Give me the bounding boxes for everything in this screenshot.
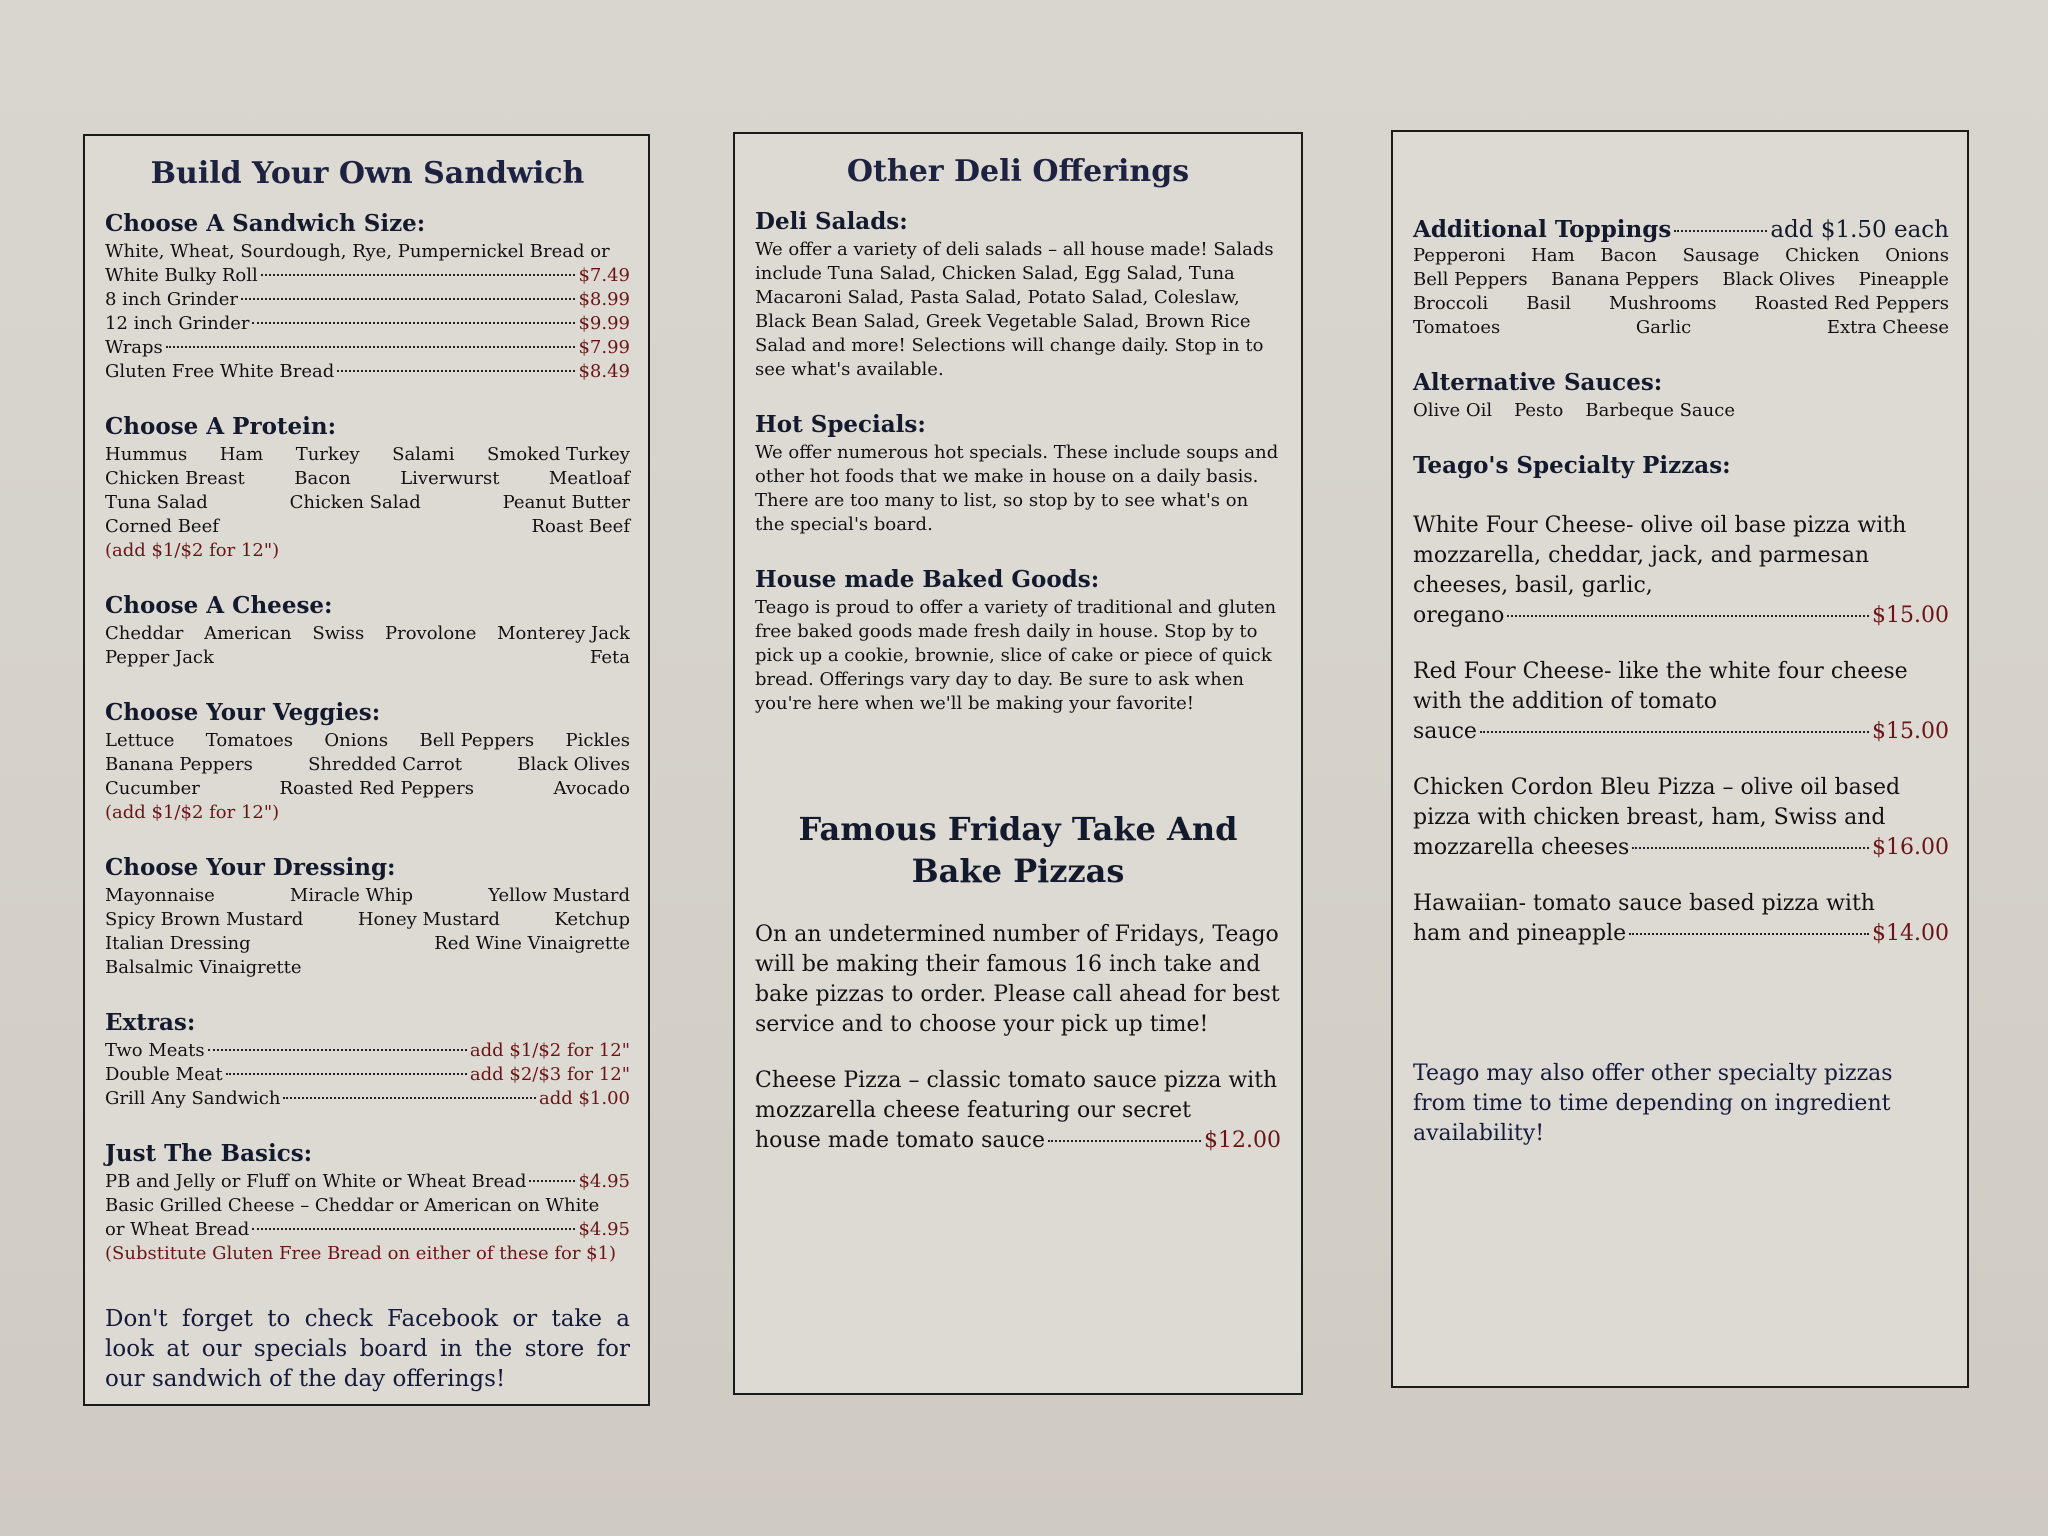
salads-text: We offer a variety of deli salads – all house made! Salads include Tuna Salad, Chicken Salad, Egg Salad, Tuna Macaroni Salad, Pasta Salad, Potato Salad, Coleslaw, Black Bean Salad, Greek Vegetable Salad, Brown Rice Salad and more! Selections will change daily. Stop in to see what's available. bbox=[755, 239, 1274, 380]
pizza-price-row bbox=[1413, 601, 1949, 631]
baked-heading: House made Baked Goods: bbox=[755, 566, 1100, 593]
cheese-item: Monterey Jack bbox=[497, 623, 630, 644]
topping-item: Sausage bbox=[1682, 245, 1760, 266]
pizza-label: ham and pineapple bbox=[1413, 921, 1627, 946]
veggie-item: Onions bbox=[324, 730, 389, 751]
protein-item: Peanut Butter bbox=[502, 492, 630, 513]
pizza-list bbox=[1413, 511, 1949, 949]
topping-item: Pineapple bbox=[1858, 269, 1949, 290]
cheese-heading: Choose A Cheese: bbox=[105, 592, 333, 619]
dressing-item: Yellow Mustard bbox=[488, 885, 630, 906]
size-price: $8.99 bbox=[578, 289, 630, 310]
veggies-heading: Choose Your Veggies: bbox=[105, 699, 381, 726]
sandwich-panel bbox=[83, 134, 650, 1406]
dressing-section bbox=[105, 855, 630, 980]
pizza-description: Red Four Cheese- like the white four cheese with the addition of tomato bbox=[1413, 659, 1908, 714]
hot-text: We offer numerous hot specials. These include soups and other hot foods that we make in house on a daily basis. There are too many to list, so stop by to see what's on the special's board. bbox=[755, 442, 1279, 535]
dot-leader bbox=[261, 274, 576, 276]
protein-item: Roast Beef bbox=[531, 516, 630, 537]
basics-note: (Substitute Gluten Free Bread on either of these for $1) bbox=[105, 1243, 617, 1264]
veggie-item: Lettuce bbox=[105, 730, 175, 751]
protein-item: Ham bbox=[219, 444, 264, 465]
protein-item: Chicken Breast bbox=[105, 468, 245, 489]
topping-item: Broccoli bbox=[1413, 293, 1489, 314]
veggie-item: Black Olives bbox=[517, 754, 630, 775]
pizza-label: mozzarella cheeses bbox=[1413, 835, 1630, 860]
basic-row bbox=[105, 1170, 630, 1194]
baked-text: Teago is proud to offer a variety of traditional and gluten free baked goods made fresh daily in house. Stop by to pick up a cookie, brownie, slice of cake or piece of quick bread. Offerings vary day to day. Be sure to ask when you're here when we'll be making your favorite! bbox=[755, 597, 1277, 714]
dressing-item: Ketchup bbox=[554, 909, 630, 930]
toppings-row bbox=[1413, 216, 1949, 244]
basic-price: $4.95 bbox=[578, 1171, 630, 1192]
specialty-footer: Teago may also offer other specialty pizzas from time to time depending on ingredient availability! bbox=[1413, 1061, 1893, 1146]
cheese-list bbox=[105, 622, 630, 670]
sauce-item: Barbeque Sauce bbox=[1585, 400, 1735, 421]
protein-item: Tuna Salad bbox=[105, 492, 208, 513]
pizza-label: sauce bbox=[1413, 719, 1477, 744]
size-label: Wraps bbox=[105, 337, 163, 358]
grilled-price: $4.95 bbox=[578, 1219, 630, 1240]
cheese-item: Swiss bbox=[312, 623, 365, 644]
pizza-label: oregano bbox=[1413, 603, 1505, 628]
size-price: $8.49 bbox=[578, 361, 630, 382]
dot-leader bbox=[1048, 1140, 1201, 1142]
dressing-item: Mayonnaise bbox=[105, 885, 215, 906]
topping-item: Black Olives bbox=[1722, 269, 1836, 290]
veggie-item: Roasted Red Peppers bbox=[279, 778, 474, 799]
veggies-list bbox=[105, 729, 630, 801]
size-list bbox=[105, 264, 630, 384]
dot-leader bbox=[166, 346, 576, 348]
basics-section bbox=[105, 1141, 630, 1266]
veggie-item: Avocado bbox=[553, 778, 630, 799]
dot-leader bbox=[283, 1097, 535, 1099]
pizza-price: $14.00 bbox=[1872, 921, 1949, 946]
cheese-item: American bbox=[204, 623, 292, 644]
topping-item: Pepperoni bbox=[1413, 245, 1506, 266]
hot-section bbox=[755, 412, 1281, 537]
toppings-label: Additional Toppings bbox=[1413, 216, 1672, 243]
pizza-panel bbox=[1391, 130, 1969, 1388]
extras-list bbox=[105, 1039, 630, 1111]
topping-item: Bacon bbox=[1600, 245, 1657, 266]
sauces-list bbox=[1413, 399, 1949, 423]
facebook-note: Don't forget to check Facebook or take a look at our specials board in the store for our sandwich of the day offerings! bbox=[105, 1306, 630, 1392]
extra-row bbox=[105, 1039, 630, 1063]
protein-item: Meatloaf bbox=[548, 468, 630, 489]
pizza-description: White Four Cheese- olive oil base pizza with mozzarella, cheddar, jack, and parmesan cheeses, basil, garlic, bbox=[1413, 513, 1907, 598]
grilled-row bbox=[105, 1218, 630, 1242]
extra-label: Grill Any Sandwich bbox=[105, 1088, 281, 1109]
size-row bbox=[105, 264, 630, 288]
protein-list bbox=[105, 443, 630, 539]
topping-item: Bell Peppers bbox=[1413, 269, 1528, 290]
toppings-section bbox=[1413, 216, 1949, 340]
deli-panel bbox=[733, 132, 1303, 1395]
protein-item: Corned Beef bbox=[105, 516, 219, 537]
dressing-heading: Choose Your Dressing: bbox=[105, 854, 396, 881]
basics-heading: Just The Basics: bbox=[105, 1140, 313, 1167]
extra-label: Two Meats bbox=[105, 1040, 205, 1061]
dot-leader bbox=[1507, 615, 1869, 617]
friday-section bbox=[755, 808, 1281, 1156]
protein-item: Liverwurst bbox=[400, 468, 500, 489]
grilled-line: Basic Grilled Cheese – Cheddar or American on White bbox=[105, 1195, 600, 1216]
cheese-pizza-price: $12.00 bbox=[1204, 1128, 1281, 1153]
friday-title: Famous Friday Take And Bake Pizzas bbox=[798, 810, 1238, 890]
extras-section bbox=[105, 1010, 630, 1111]
extra-row bbox=[105, 1063, 630, 1087]
sauce-item: Pesto bbox=[1514, 400, 1564, 421]
size-section bbox=[105, 211, 630, 384]
specialty-pizza bbox=[1413, 773, 1949, 863]
protein-item: Smoked Turkey bbox=[486, 444, 630, 465]
deli-title: Other Deli Offerings bbox=[846, 154, 1190, 189]
dot-leader bbox=[252, 322, 575, 324]
salads-heading: Deli Salads: bbox=[755, 208, 908, 235]
veggies-note: (add $1/$2 for 12") bbox=[105, 802, 280, 823]
friday-text: On an undetermined number of Fridays, Teago will be making their famous 16 inch take and bake pizzas to order. Please call ahead for best service and to choose your pick up time! bbox=[755, 922, 1280, 1037]
size-heading: Choose A Sandwich Size: bbox=[105, 210, 426, 237]
topping-item: Banana Peppers bbox=[1551, 269, 1699, 290]
size-label: 12 inch Grinder bbox=[105, 313, 250, 334]
dot-leader bbox=[1632, 847, 1869, 849]
specialty-pizza bbox=[1413, 511, 1949, 631]
topping-item: Mushrooms bbox=[1609, 293, 1717, 314]
topping-item: Chicken bbox=[1785, 245, 1860, 266]
specialty-pizza bbox=[1413, 889, 1949, 949]
dot-leader bbox=[226, 1073, 467, 1075]
topping-item: Garlic bbox=[1635, 317, 1692, 338]
dot-leader bbox=[241, 298, 575, 300]
pizza-description: Chicken Cordon Bleu Pizza – olive oil based pizza with chicken breast, ham, Swiss and bbox=[1413, 775, 1901, 830]
cheese-item: Feta bbox=[589, 647, 630, 668]
sandwich-title: Build Your Own Sandwich bbox=[150, 156, 585, 191]
hot-heading: Hot Specials: bbox=[755, 411, 926, 438]
topping-item: Onions bbox=[1885, 245, 1949, 266]
dressing-item: Balsalmic Vinaigrette bbox=[105, 957, 302, 978]
size-price: $7.99 bbox=[578, 337, 630, 358]
size-price: $7.49 bbox=[578, 265, 630, 286]
pizza-price: $16.00 bbox=[1872, 835, 1949, 860]
dressing-item: Miracle Whip bbox=[289, 885, 414, 906]
topping-item: Extra Cheese bbox=[1826, 317, 1949, 338]
dot-leader bbox=[208, 1049, 467, 1051]
dot-leader bbox=[1629, 933, 1869, 935]
toppings-list bbox=[1413, 244, 1949, 340]
protein-item: Salami bbox=[392, 444, 455, 465]
pizza-description: Hawaiian- tomato sauce based pizza with bbox=[1413, 891, 1875, 916]
dressing-item: Italian Dressing bbox=[105, 933, 251, 954]
dressing-item: Spicy Brown Mustard bbox=[105, 909, 304, 930]
cheese-section bbox=[105, 593, 630, 670]
protein-section bbox=[105, 414, 630, 563]
extra-label: Double Meat bbox=[105, 1064, 223, 1085]
protein-note: (add $1/$2 for 12") bbox=[105, 540, 280, 561]
specialty-heading: Teago's Specialty Pizzas: bbox=[1413, 452, 1731, 479]
toppings-price: add $1.50 each bbox=[1770, 217, 1949, 243]
dressing-list bbox=[105, 884, 630, 980]
cheese-item: Provolone bbox=[385, 623, 477, 644]
cheese-pizza-label: house made tomato sauce bbox=[755, 1128, 1046, 1153]
size-label: Gluten Free White Bread bbox=[105, 361, 335, 382]
veggie-item: Banana Peppers bbox=[105, 754, 253, 775]
extra-row bbox=[105, 1087, 630, 1111]
specialty-pizza bbox=[1413, 657, 1949, 747]
cheese-pizza-text: Cheese Pizza – classic tomato sauce pizza with mozzarella cheese featuring our secret bbox=[755, 1068, 1278, 1123]
size-label: White Bulky Roll bbox=[105, 265, 258, 286]
pizza-price: $15.00 bbox=[1872, 603, 1949, 628]
cheese-item: Pepper Jack bbox=[105, 647, 214, 668]
dot-leader bbox=[337, 370, 575, 372]
size-row bbox=[105, 360, 630, 384]
dot-leader bbox=[529, 1180, 575, 1182]
protein-item: Turkey bbox=[295, 444, 360, 465]
dressing-item: Red Wine Vinaigrette bbox=[434, 933, 630, 954]
size-label: 8 inch Grinder bbox=[105, 289, 239, 310]
salads-section bbox=[755, 209, 1281, 382]
cheese-pizza-row bbox=[755, 1126, 1281, 1156]
dressing-item: Honey Mustard bbox=[357, 909, 500, 930]
size-price: $9.99 bbox=[578, 313, 630, 334]
topping-item: Basil bbox=[1526, 293, 1571, 314]
protein-heading: Choose A Protein: bbox=[105, 413, 337, 440]
size-intro: White, Wheat, Sourdough, Rye, Pumpernickel Bread or bbox=[105, 241, 610, 262]
grilled-label: or Wheat Bread bbox=[105, 1219, 250, 1240]
dot-leader bbox=[1674, 230, 1767, 232]
extra-price: add $2/$3 for 12" bbox=[469, 1064, 630, 1085]
veggie-item: Cucumber bbox=[105, 778, 200, 799]
extras-heading: Extras: bbox=[105, 1009, 196, 1036]
sauce-item: Olive Oil bbox=[1413, 400, 1493, 421]
dot-leader bbox=[1480, 731, 1869, 733]
protein-item: Chicken Salad bbox=[289, 492, 421, 513]
veggie-item: Bell Peppers bbox=[419, 730, 535, 751]
sauces-section bbox=[1413, 370, 1949, 423]
veggie-item: Tomatoes bbox=[205, 730, 293, 751]
topping-item: Tomatoes bbox=[1413, 317, 1501, 338]
protein-item: Bacon bbox=[294, 468, 351, 489]
size-row bbox=[105, 336, 630, 360]
protein-item: Hummus bbox=[105, 444, 188, 465]
sauces-heading: Alternative Sauces: bbox=[1413, 369, 1663, 396]
extra-price: add $1/$2 for 12" bbox=[469, 1040, 630, 1061]
size-row bbox=[105, 288, 630, 312]
extra-price: add $1.00 bbox=[538, 1088, 630, 1109]
veggie-item: Shredded Carrot bbox=[308, 754, 462, 775]
pizza-price-row bbox=[1413, 919, 1949, 949]
pizza-price-row bbox=[1413, 717, 1949, 747]
veggies-section bbox=[105, 700, 630, 825]
basic-label: PB and Jelly or Fluff on White or Wheat Bread bbox=[105, 1171, 527, 1192]
pizza-price-row bbox=[1413, 833, 1949, 863]
topping-item: Roasted Red Peppers bbox=[1754, 293, 1949, 314]
veggie-item: Pickles bbox=[565, 730, 630, 751]
dot-leader bbox=[252, 1228, 575, 1230]
baked-section bbox=[755, 567, 1281, 716]
topping-item: Ham bbox=[1531, 245, 1575, 266]
basics-list bbox=[105, 1170, 630, 1194]
size-row bbox=[105, 312, 630, 336]
cheese-item: Cheddar bbox=[105, 623, 184, 644]
pizza-price: $15.00 bbox=[1872, 719, 1949, 744]
